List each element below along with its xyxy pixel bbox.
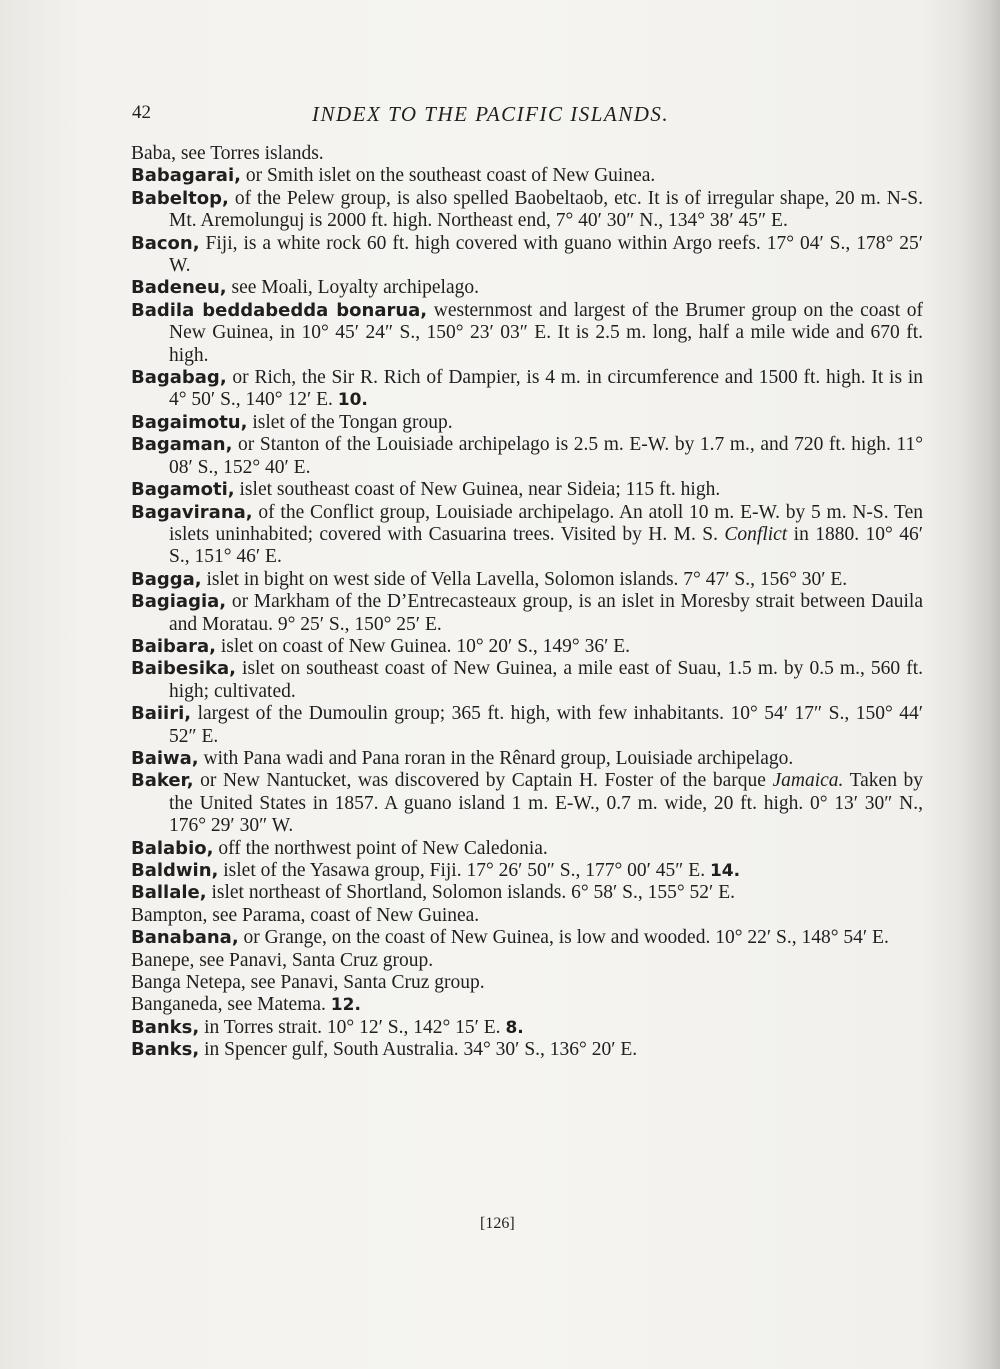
entry-text: islet of the Tongan group. [247, 411, 453, 433]
entry-text-continued: Taken by the United States in 1857. A guano island 1 m. E-W., 0.7 m. wide, 20 ft. high. 0° 13′ 30″ N., 176° 29′ 30″ W. [169, 770, 924, 837]
entry-headword: Baiwa, [131, 747, 199, 769]
entry-text: islet of the Yasawa group, Fiji. 17° 26′ 50″ S., 177° 00′ 45″ E. [218, 860, 706, 881]
entry-text: Banga Netepa, see Panavi, Santa Cruz group. [131, 972, 485, 994]
entry-text: islet on coast of New Guinea. 10° 20′ S., 149° 36′ E. [215, 635, 631, 657]
entry-headword: Baibara, [131, 635, 216, 657]
chart-reference: 8. [505, 1017, 524, 1038]
entry-text: or Rich, the Sir R. Rich of Dampier, is 4 m. in circumference and 1500 ft. high. It is in 4° 50′ S., 140° 12′ E. [169, 367, 923, 411]
chart-reference: 10. [337, 390, 368, 411]
running-head [132, 102, 932, 132]
entry-text: in Spencer gulf, South Australia. 34° 30′ S., 136° 20′ E. [199, 1039, 638, 1061]
index-entry [131, 838, 923, 860]
index-entry [131, 950, 923, 972]
index-entry [131, 569, 923, 591]
entry-headword: Banks, [131, 1039, 200, 1061]
entry-headword: Badila beddabedda bonarua, [131, 299, 428, 321]
index-entry [131, 703, 923, 748]
entry-text: or Stanton of the Louisiade archipelago is 2.5 m. E-W. by 1.7 m., and 720 ft. high. 11° 08′ S., 152° 40′ E. [169, 434, 923, 478]
entry-headword: Bagavirana, [131, 501, 253, 523]
entry-text: islet southeast coast of New Guinea, near Sideia; 115 ft. high. [234, 479, 721, 501]
index-entry [131, 277, 923, 299]
entry-headword: Baldwin, [131, 860, 219, 881]
entry-headword: Badeneu, [131, 277, 227, 299]
entry-text: or Grange, on the coast of New Guinea, is low and wooded. 10° 22′ S., 148° 54′ E. [238, 927, 889, 949]
entry-headword: Bagaman, [131, 434, 233, 456]
index-entry [131, 434, 923, 479]
chart-reference: 14. [709, 861, 741, 881]
index-entry [131, 233, 923, 278]
entry-text: or Markham of the D’Entrecasteaux group, is an islet in Moresby strait between Dauila and Moratau. 9° 25′ S., 150° 25′ E. [169, 591, 923, 635]
entry-text: largest of the Dumoulin group; 365 ft. high, with few inhabitants. 10° 54′ 17″ S., 150° 44′ 52″ E. [169, 703, 923, 747]
entry-text: of the Conflict group, Louisiade archipelago. An atoll 10 m. E-W. by 5 m. N-S. Ten islets uninhabited; covered with Casuarina trees. Visited by H. M. S. [169, 501, 923, 545]
index-entry [131, 412, 923, 434]
entry-ship-name: Jamaica. [772, 770, 844, 792]
entry-text: with Pana wadi and Pana roran in the Rênard group, Louisiade archipelago. [198, 747, 794, 769]
signature-mark: [126] [480, 1215, 515, 1232]
entry-text: or New Nantucket, was discovered by Captain H. Foster of the barque [193, 770, 773, 792]
index-entry [131, 658, 923, 703]
index-entry [131, 367, 923, 412]
entry-headword: Baiiri, [131, 703, 192, 725]
index-entry [131, 188, 923, 233]
entry-text: of the Pelew group, is also spelled Baobeltaob, etc. It is of irregular shape, 20 m. N-S. Mt. Aremolunguj is 2000 ft. high. Northeast end, 7° 40′ 30″ N., 134° 38′ 45″ E. [169, 187, 923, 232]
entry-headword: Balabio, [131, 837, 214, 859]
page-number: 42 [132, 102, 151, 123]
entry-text: islet northeast of Shortland, Solomon islands. 6° 58′ S., 155° 52′ E. [206, 882, 735, 904]
entry-text: Banepe, see Panavi, Santa Cruz group. [131, 949, 434, 971]
entry-headword: Banks, [131, 1016, 200, 1038]
index-entry [131, 143, 923, 165]
index-entry [131, 300, 923, 367]
index-entry [131, 927, 923, 949]
index-entries [131, 143, 923, 1062]
entry-headword: Bagiagia, [131, 591, 227, 613]
entry-text: off the northwest point of New Caledonia. [213, 837, 548, 859]
index-entry [131, 165, 923, 187]
entry-text: Bampton, see Parama, coast of New Guinea. [131, 904, 480, 926]
index-entry [131, 636, 923, 658]
index-entry [131, 479, 923, 501]
entry-text: Banganeda, see Matema. [131, 994, 326, 1016]
index-entry [131, 591, 923, 636]
index-entry [131, 1017, 923, 1039]
entry-headword: Bagga, [131, 568, 202, 590]
entry-text: westernmost and largest of the Brumer group on the coast of New Guinea, in 10° 45′ 24″ S., 150° 23′ 03″ E. It is 2.5 m. long, half a mile wide and 670 ft. high. [169, 299, 923, 366]
index-entry [131, 748, 923, 770]
entry-ship-name: Conflict [724, 523, 788, 545]
index-entry [131, 994, 923, 1016]
entry-headword: Babagarai, [131, 165, 241, 187]
entry-text: islet on southeast coast of New Guinea, a mile east of Suau, 1.5 m. by 0.5 m., 560 ft. high; cultivated. [169, 658, 923, 702]
entry-headword: Bacon, [131, 232, 200, 254]
entry-text-continued: in 1880. 10° 46′ S., 151° 46′ E. [169, 523, 924, 568]
index-entry [131, 502, 923, 569]
entry-headword: Babeltop, [131, 187, 229, 209]
running-title: INDEX TO THE PACIFIC ISLANDS. [312, 102, 670, 126]
index-entry [131, 905, 923, 927]
entry-text: islet in bight on west side of Vella Lavella, Solomon islands. 7° 47′ S., 156° 30′ E. [201, 568, 848, 590]
index-entry [131, 1039, 923, 1061]
entry-headword: Baker, [131, 770, 194, 792]
entry-text: Fiji, is a white rock 60 ft. high covered with guano within Argo reefs. 17° 04′ S., 178° 25′ W. [169, 232, 923, 277]
entry-text: Baba, see Torres islands. [131, 143, 324, 164]
index-entry [131, 882, 923, 904]
entry-headword: Banabana, [131, 927, 239, 949]
chart-reference: 12. [330, 995, 361, 1016]
index-entry [131, 770, 923, 837]
entry-headword: Ballale, [131, 882, 207, 904]
entry-headword: Bagaimotu, [131, 411, 248, 433]
entry-headword: Bagabag, [131, 367, 227, 389]
index-entry [131, 860, 923, 882]
entry-headword: Bagamoti, [131, 479, 235, 501]
entry-headword: Baibesika, [131, 658, 236, 680]
gutter-shadow [960, 0, 1000, 1369]
entry-text: in Torres strait. 10° 12′ S., 142° 15′ E. [199, 1016, 501, 1038]
entry-text: see Moali, Loyalty archipelago. [226, 277, 479, 299]
index-entry [131, 972, 923, 994]
entry-text: or Smith islet on the southeast coast of New Guinea. [240, 165, 656, 187]
